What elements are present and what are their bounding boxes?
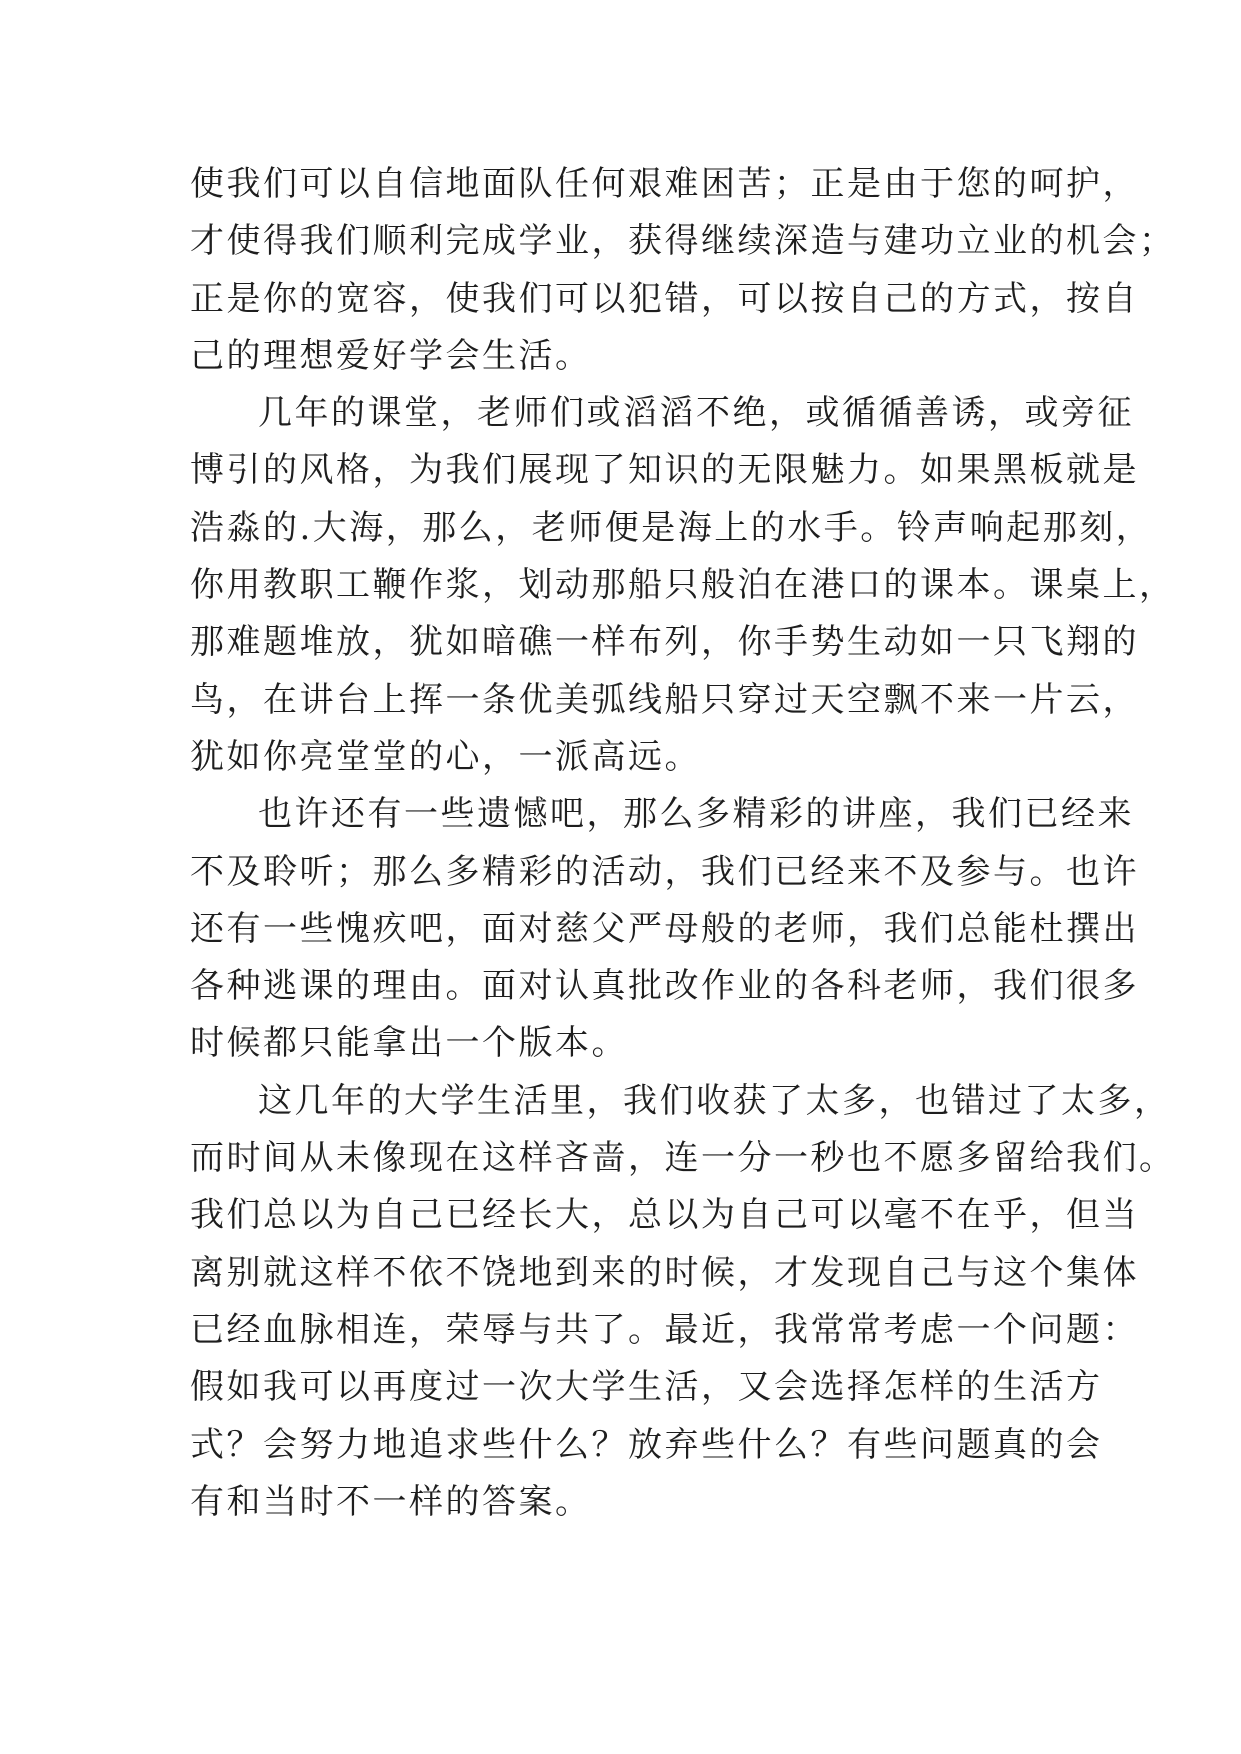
text-line: 离别就这样不依不饶地到来的时候，才发现自己与这个集体 [190,1252,1139,1293]
text-line: 你用教职工鞭作浆，划动那船只般泊在港口的课本。课桌上， [190,565,1176,606]
text-line: 浩淼的.大海，那么，老师便是海上的水手。铃声响起那刻， [190,507,1153,548]
text-line: 还有一些愧疚吧，面对慈父严母般的老师，我们总能杜撰出 [190,908,1139,949]
text-line: 使我们可以自信地面队任何艰难困苦；正是由于您的呵护， [190,164,1139,204]
text-line: 才使得我们顺利完成学业，获得继续深造与建功立业的机会； [190,221,1176,262]
text-line: 己的理想爱好学会生活。 [190,335,592,376]
text-line: 正是你的宽容，使我们可以犯错，可以按自己的方式，按自 [190,278,1139,319]
text-line: 犹如你亮堂堂的心，一派高远。 [190,736,701,777]
text-line: 时候都只能拿出一个版本。 [190,1023,628,1064]
text-line: 各种逃课的理由。面对认真批改作业的各科老师，我们很多 [190,966,1139,1007]
text-line: 假如我可以再度过一次大学生活，又会选择怎样的生活方 [190,1367,1103,1408]
text-line: 我们总以为自己已经长大，总以为自己可以毫不在乎，但当 [190,1195,1139,1236]
text-line: 式？会努力地追求些什么？放弃些什么？有些问题真的会 [190,1424,1103,1465]
paragraph-first-line: 这几年的大学生活里，我们收获了太多，也错过了太多， [258,1080,1171,1121]
text-line: 不及聆听；那么多精彩的活动，我们已经来不及参与。也许 [190,851,1139,892]
document-body [190,156,1176,1531]
paragraph-first-line: 也许还有一些遗憾吧，那么多精彩的讲座，我们已经来 [258,794,1134,835]
text-line: 鸟，在讲台上挥一条优美弧线船只穿过天空飘不来一片云， [190,679,1139,720]
text-line: 已经血脉相连，荣辱与共了。最近，我常常考虑一个问题： [190,1309,1139,1350]
text-line: 博引的风格，为我们展现了知识的无限魅力。如果黑板就是 [190,450,1139,491]
text-line: 有和当时不一样的答案。 [190,1481,592,1522]
paragraph-first-line: 几年的课堂，老师们或滔滔不绝，或循循善诱，或旁征 [258,393,1134,434]
text-line: 那难题堆放，犹如暗礁一样布列，你手势生动如一只飞翔的 [190,622,1139,663]
text-line: 而时间从未像现在这样吝啬，连一分一秒也不愿多留给我们。 [190,1138,1176,1179]
